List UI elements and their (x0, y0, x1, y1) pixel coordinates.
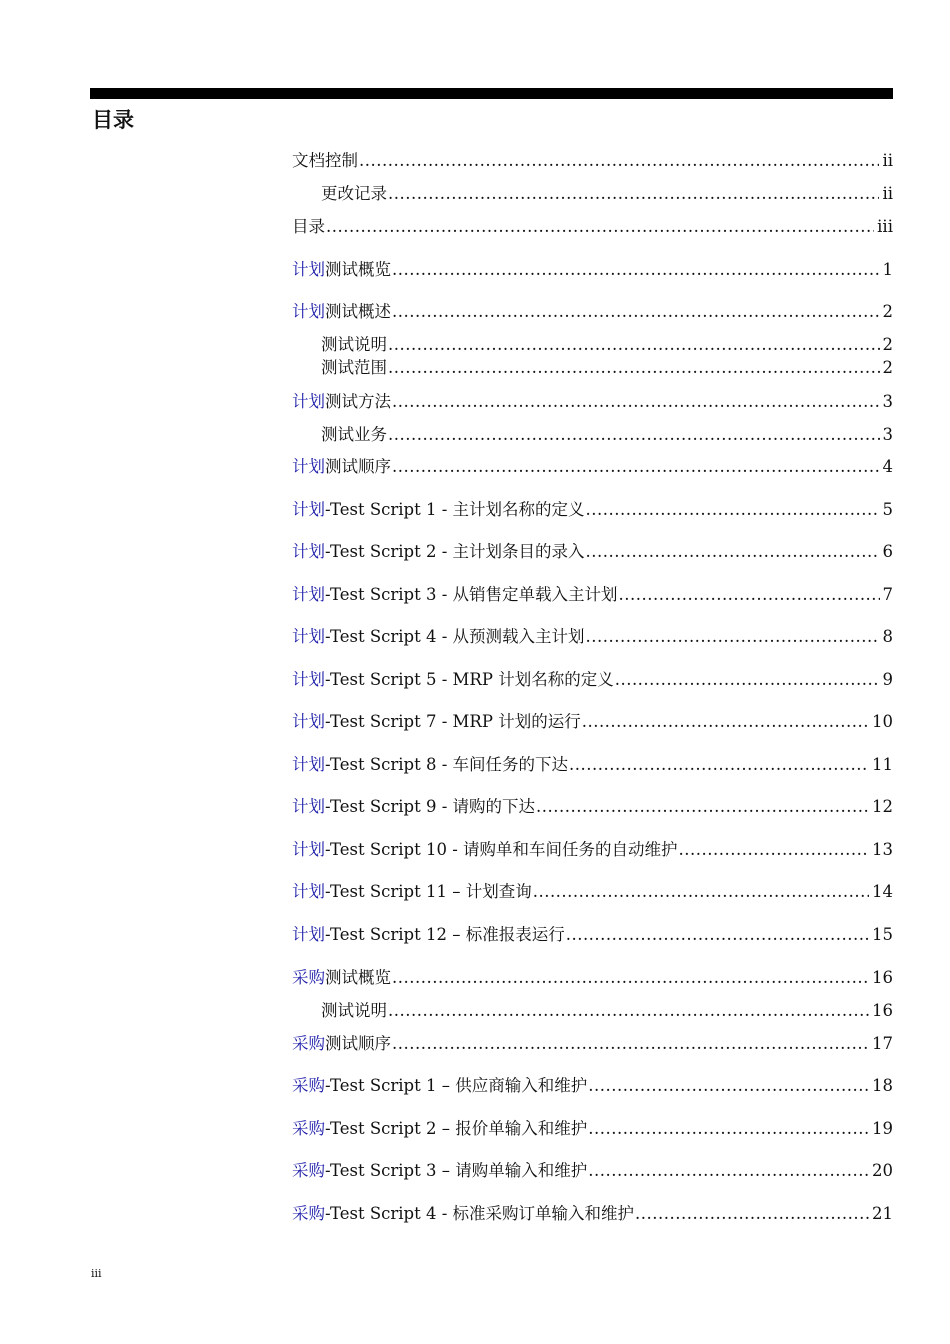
dot-leader (536, 796, 869, 818)
toc-entry-title: -Test Script 3 – 请购单输入和维护 (325, 1161, 588, 1180)
toc-entry-page: 8 (882, 627, 893, 646)
dot-leader (388, 183, 879, 205)
toc-entry[interactable] (292, 1033, 893, 1055)
dot-leader (392, 259, 880, 281)
toc-entry-prefix: 计划 (292, 840, 325, 859)
dot-leader (569, 754, 869, 776)
dot-leader (326, 216, 874, 238)
dot-leader (388, 357, 880, 379)
toc-entry-page: 19 (872, 1119, 893, 1138)
dot-leader (679, 839, 869, 861)
toc-entry[interactable] (292, 711, 893, 733)
toc-entry-page: 9 (882, 670, 893, 689)
toc-entry[interactable] (292, 669, 893, 691)
toc-entry[interactable] (321, 334, 893, 356)
toc-entry-title: 测试概览 (325, 968, 391, 987)
toc-entry-title: -Test Script 9 - 请购的下达 (325, 797, 536, 816)
toc-entry-page: 13 (872, 840, 893, 859)
dot-leader (615, 669, 880, 691)
toc-entry[interactable] (292, 1075, 893, 1097)
toc-entry-page: 16 (872, 1001, 893, 1020)
toc-entry-prefix: 计划 (292, 712, 325, 731)
toc-entry-title: -Test Script 3 - 从销售定单载入主计划 (325, 585, 618, 604)
toc-entry-title: -Test Script 2 – 报价单输入和维护 (325, 1119, 588, 1138)
toc-entry-title: 测试顺序 (325, 457, 391, 476)
toc-entry-title: 更改记录 (321, 184, 387, 203)
toc-entry[interactable] (292, 967, 893, 989)
toc-entry-title: -Test Script 7 - MRP 计划的运行 (325, 712, 581, 731)
toc-entry[interactable] (292, 839, 893, 861)
toc-entry-page: 2 (882, 358, 893, 377)
toc-entry[interactable] (321, 357, 893, 379)
toc-heading: 目录 (92, 108, 134, 132)
toc-entry-prefix: 计划 (292, 797, 325, 816)
dot-leader (586, 626, 880, 648)
toc-entry[interactable] (292, 391, 893, 413)
toc-entry-prefix: 采购 (292, 1076, 325, 1095)
toc-entry-title: 测试说明 (321, 1001, 387, 1020)
toc-entry[interactable] (292, 754, 893, 776)
toc-entry[interactable] (321, 1000, 893, 1022)
toc-entry-prefix: 计划 (292, 627, 325, 646)
toc-entry-page: 21 (872, 1204, 893, 1223)
toc-entry-page: 10 (872, 712, 893, 731)
dot-leader (635, 1203, 869, 1225)
dot-leader (392, 967, 869, 989)
dot-leader (388, 1000, 869, 1022)
toc-entry-prefix: 计划 (292, 882, 325, 901)
toc-entry-page: 12 (872, 797, 893, 816)
toc-entry-page: 2 (882, 302, 893, 321)
toc-entry-title: -Test Script 4 - 标准采购订单输入和维护 (325, 1204, 635, 1223)
toc-entry-title: 测试概览 (325, 260, 391, 279)
dot-leader (566, 924, 869, 946)
dot-leader (388, 334, 880, 356)
toc-entry-page: 1 (882, 260, 893, 279)
toc-entry-page: 6 (882, 542, 893, 561)
footer-page-number: iii (91, 1267, 102, 1280)
toc-entry-prefix: 采购 (292, 1034, 325, 1053)
toc-entry-title: -Test Script 12 – 标准报表运行 (325, 925, 565, 944)
toc-entry[interactable] (292, 150, 893, 172)
dot-leader (588, 1118, 869, 1140)
toc-entry-prefix: 计划 (292, 755, 325, 774)
toc-entry[interactable] (292, 1118, 893, 1140)
toc-entry-page: 11 (872, 755, 893, 774)
toc-entry-prefix: 计划 (292, 500, 325, 519)
toc-entry-page: 7 (882, 585, 893, 604)
toc-entry[interactable] (292, 216, 893, 238)
toc-entry-page: ii (882, 151, 893, 170)
toc-entry-title: -Test Script 4 - 从预测载入主计划 (325, 627, 585, 646)
toc-entry-title: 测试范围 (321, 358, 387, 377)
toc-entry-title: 文档控制 (292, 151, 358, 170)
dot-leader (533, 881, 869, 903)
toc-entry[interactable] (292, 456, 893, 478)
dot-leader (388, 424, 880, 446)
toc-entry[interactable] (292, 301, 893, 323)
toc-entry-page: ii (882, 184, 893, 203)
dot-leader (588, 1075, 869, 1097)
toc-entry-page: 17 (872, 1034, 893, 1053)
toc-entry-prefix: 计划 (292, 670, 325, 689)
top-rule (90, 88, 893, 99)
toc-entry-prefix: 采购 (292, 1204, 325, 1223)
dot-leader (392, 1033, 869, 1055)
toc-entry-page: 2 (882, 335, 893, 354)
toc-entry-prefix: 计划 (292, 392, 325, 411)
toc-entry-title: 测试业务 (321, 425, 387, 444)
toc-entry[interactable] (292, 1160, 893, 1182)
toc-entry[interactable] (292, 881, 893, 903)
toc-entry[interactable] (292, 1203, 893, 1225)
toc-entry-prefix: 计划 (292, 260, 325, 279)
toc-entry[interactable] (292, 584, 893, 606)
toc-entry-title: -Test Script 5 - MRP 计划名称的定义 (325, 670, 614, 689)
toc-entry-page: 3 (882, 392, 893, 411)
toc-entry[interactable] (292, 626, 893, 648)
toc-entry-title: 测试说明 (321, 335, 387, 354)
toc-entry-title: 测试顺序 (325, 1034, 391, 1053)
toc-entry-page: 3 (882, 425, 893, 444)
toc-entry[interactable] (292, 259, 893, 281)
toc-entry-page: 20 (872, 1161, 893, 1180)
dot-leader (619, 584, 880, 606)
toc-entry-page: 16 (872, 968, 893, 987)
toc-entry-prefix: 采购 (292, 1161, 325, 1180)
toc-entry-prefix: 计划 (292, 457, 325, 476)
toc-entry[interactable] (292, 499, 893, 521)
toc-entry-title: -Test Script 8 - 车间任务的下达 (325, 755, 569, 774)
toc-entry[interactable] (292, 796, 893, 818)
toc-entry-title: -Test Script 2 - 主计划条目的录入 (325, 542, 585, 561)
toc-entry-prefix: 采购 (292, 968, 325, 987)
toc-entry-title: 测试方法 (325, 392, 391, 411)
toc-entry-title: 测试概述 (325, 302, 391, 321)
toc-entry-title: 目录 (292, 217, 325, 236)
dot-leader (586, 499, 880, 521)
dot-leader (588, 1160, 869, 1182)
dot-leader (586, 541, 880, 563)
toc-entry-prefix: 计划 (292, 542, 325, 561)
toc-entry[interactable] (292, 541, 893, 563)
toc-entry-page: 15 (872, 925, 893, 944)
toc-entry-page: 18 (872, 1076, 893, 1095)
toc-entry-page: 4 (882, 457, 893, 476)
toc-entry[interactable] (292, 924, 893, 946)
toc-entry-title: -Test Script 10 - 请购单和车间任务的自动维护 (325, 840, 678, 859)
dot-leader (392, 456, 880, 478)
toc-entry-prefix: 计划 (292, 302, 325, 321)
toc-entry-prefix: 计划 (292, 585, 325, 604)
toc-entry-title: -Test Script 1 - 主计划名称的定义 (325, 500, 585, 519)
dot-leader (582, 711, 869, 733)
dot-leader (392, 391, 880, 413)
toc-entry-page: iii (877, 217, 893, 236)
toc-entry[interactable] (321, 424, 893, 446)
toc-entry-prefix: 采购 (292, 1119, 325, 1138)
dot-leader (359, 150, 879, 172)
toc-entry-title: -Test Script 11 – 计划查询 (325, 882, 532, 901)
toc-entry-prefix: 计划 (292, 925, 325, 944)
toc-entry[interactable] (321, 183, 893, 205)
dot-leader (392, 301, 880, 323)
toc-entry-page: 14 (872, 882, 893, 901)
toc-entry-title: -Test Script 1 – 供应商输入和维护 (325, 1076, 588, 1095)
toc-entry-page: 5 (882, 500, 893, 519)
